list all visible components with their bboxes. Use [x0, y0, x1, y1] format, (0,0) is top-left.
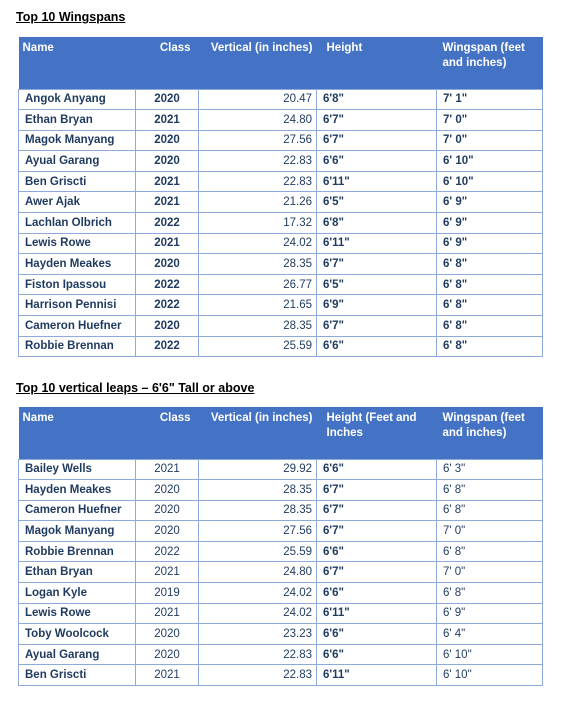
wingspan-cell: 6' 8" — [437, 336, 543, 357]
wingspan-cell: 6' 8" — [437, 541, 543, 562]
column-header-height: Height (Feet and Inches — [317, 407, 437, 459]
height-cell: 6'7" — [317, 316, 437, 337]
vertical-leaps-table-row — [19, 459, 543, 480]
player-name-cell: Awer Ajak — [19, 192, 136, 213]
wingspans-table-row — [19, 336, 543, 357]
height-cell: 6'6" — [317, 541, 437, 562]
wingspan-cell: 6' 10" — [437, 644, 543, 665]
vertical-cell: 28.35 — [199, 480, 317, 501]
wingspan-cell: 6' 8" — [437, 254, 543, 275]
class-cell: 2022 — [136, 541, 199, 562]
player-name-cell: Hayden Meakes — [19, 480, 136, 501]
wingspan-cell: 6' 9" — [437, 192, 543, 213]
height-cell: 6'7" — [317, 480, 437, 501]
column-header-vertical: Vertical (in inches) — [199, 407, 317, 459]
player-name-cell: Fiston Ipassou — [19, 274, 136, 295]
class-cell: 2020 — [136, 480, 199, 501]
player-name-cell: Harrison Pennisi — [19, 295, 136, 316]
wingspan-cell: 7' 1" — [437, 89, 543, 110]
class-cell: 2021 — [136, 665, 199, 686]
height-cell: 6'11" — [317, 603, 437, 624]
column-header-class: Class — [136, 37, 199, 89]
height-cell: 6'11" — [317, 171, 437, 192]
column-header-wingspan: Wingspan (feet and inches) — [437, 37, 543, 89]
wingspan-cell: 6' 9" — [437, 213, 543, 234]
class-cell: 2021 — [136, 603, 199, 624]
vertical-cell: 28.35 — [199, 500, 317, 521]
player-name-cell: Lewis Rowe — [19, 603, 136, 624]
column-header-vertical: Vertical (in inches) — [199, 37, 317, 89]
class-cell: 2021 — [136, 192, 199, 213]
height-cell: 6'7" — [317, 521, 437, 542]
wingspans-table-row — [19, 192, 543, 213]
wingspan-cell: 6' 4" — [437, 624, 543, 645]
height-cell: 6'7" — [317, 500, 437, 521]
wingspan-cell: 6' 10" — [437, 151, 543, 172]
vertical-cell: 24.02 — [199, 583, 317, 604]
player-name-cell: Ben Griscti — [19, 665, 136, 686]
wingspans-table-row — [19, 110, 543, 131]
wingspan-cell: 6' 3" — [437, 459, 543, 480]
wingspan-cell: 6' 8" — [437, 295, 543, 316]
player-name-cell: Lachlan Olbrich — [19, 213, 136, 234]
class-cell: 2020 — [136, 521, 199, 542]
player-name-cell: Toby Woolcock — [19, 624, 136, 645]
column-header-name: Name — [19, 37, 136, 89]
vertical-cell: 24.80 — [199, 110, 317, 131]
player-name-cell: Angok Anyang — [19, 89, 136, 110]
vertical-leaps-table-row — [19, 500, 543, 521]
player-name-cell: Lewis Rowe — [19, 233, 136, 254]
wingspan-cell: 7' 0" — [437, 130, 543, 151]
wingspan-cell: 6' 8" — [437, 500, 543, 521]
height-cell: 6'5" — [317, 192, 437, 213]
wingspans-table-row — [19, 130, 543, 151]
vertical-cell: 25.59 — [199, 336, 317, 357]
wingspans-header-row — [19, 37, 543, 89]
class-cell: 2020 — [136, 151, 199, 172]
column-header-height: Height — [317, 37, 437, 89]
vertical-leaps-table-row — [19, 541, 543, 562]
column-header-wingspan: Wingspan (feet and inches) — [437, 407, 543, 459]
vertical-cell: 21.65 — [199, 295, 317, 316]
class-cell: 2021 — [136, 171, 199, 192]
class-cell: 2020 — [136, 644, 199, 665]
vertical-cell: 23.23 — [199, 624, 317, 645]
player-name-cell: Cameron Huefner — [19, 500, 136, 521]
vertical-cell: 25.59 — [199, 541, 317, 562]
class-cell: 2021 — [136, 233, 199, 254]
class-cell: 2020 — [136, 500, 199, 521]
player-name-cell: Cameron Huefner — [19, 316, 136, 337]
vertical-leaps-section-title: Top 10 vertical leaps – 6'6" Tall or above — [16, 381, 255, 395]
player-name-cell: Magok Manyang — [19, 130, 136, 151]
wingspans-table-row — [19, 274, 543, 295]
vertical-cell: 29.92 — [199, 459, 317, 480]
height-cell: 6'6" — [317, 459, 437, 480]
player-name-cell: Bailey Wells — [19, 459, 136, 480]
class-cell: 2020 — [136, 130, 199, 151]
vertical-leaps-table-row — [19, 480, 543, 501]
vertical-leaps-table-row — [19, 562, 543, 583]
class-cell: 2022 — [136, 213, 199, 234]
wingspan-cell: 7' 0" — [437, 110, 543, 131]
vertical-cell: 24.02 — [199, 233, 317, 254]
player-name-cell: Robbie Brennan — [19, 541, 136, 562]
player-name-cell: Logan Kyle — [19, 583, 136, 604]
wingspan-cell: 6' 9" — [437, 603, 543, 624]
height-cell: 6'7" — [317, 562, 437, 583]
wingspans-table — [18, 37, 543, 357]
class-cell: 2022 — [136, 274, 199, 295]
class-cell: 2022 — [136, 295, 199, 316]
wingspan-cell: 6' 10" — [437, 171, 543, 192]
wingspans-table-body — [19, 89, 543, 357]
wingspans-table-row — [19, 254, 543, 275]
class-cell: 2020 — [136, 89, 199, 110]
height-cell: 6'6" — [317, 151, 437, 172]
player-name-cell: Ethan Bryan — [19, 110, 136, 131]
wingspan-cell: 7' 0" — [437, 562, 543, 583]
vertical-cell: 22.83 — [199, 644, 317, 665]
wingspans-table-row — [19, 295, 543, 316]
vertical-cell: 28.35 — [199, 254, 317, 275]
class-cell: 2021 — [136, 562, 199, 583]
height-cell: 6'6" — [317, 336, 437, 357]
wingspan-cell: 6' 8" — [437, 274, 543, 295]
class-cell: 2020 — [136, 316, 199, 337]
height-cell: 6'7" — [317, 254, 437, 275]
vertical-leaps-table-row — [19, 624, 543, 645]
class-cell: 2021 — [136, 110, 199, 131]
vertical-cell: 20.47 — [199, 89, 317, 110]
height-cell: 6'6" — [317, 624, 437, 645]
wingspan-cell: 6' 8" — [437, 316, 543, 337]
vertical-cell: 17.32 — [199, 213, 317, 234]
wingspans-table-row — [19, 171, 543, 192]
vertical-leaps-table-row — [19, 644, 543, 665]
vertical-cell: 22.83 — [199, 151, 317, 172]
vertical-cell: 27.56 — [199, 521, 317, 542]
vertical-leaps-table-row — [19, 583, 543, 604]
vertical-leaps-table-row — [19, 521, 543, 542]
height-cell: 6'7" — [317, 130, 437, 151]
height-cell: 6'9" — [317, 295, 437, 316]
column-header-class: Class — [136, 407, 199, 459]
vertical-leaps-table — [18, 407, 543, 686]
wingspan-cell: 6' 10" — [437, 665, 543, 686]
player-name-cell: Magok Manyang — [19, 521, 136, 542]
class-cell: 2020 — [136, 624, 199, 645]
wingspans-section-title: Top 10 Wingspans — [16, 10, 126, 24]
height-cell: 6'6" — [317, 644, 437, 665]
class-cell: 2019 — [136, 583, 199, 604]
height-cell: 6'8" — [317, 213, 437, 234]
wingspan-cell: 6' 8" — [437, 480, 543, 501]
wingspan-cell: 7' 0" — [437, 521, 543, 542]
wingspans-table-row — [19, 151, 543, 172]
height-cell: 6'6" — [317, 583, 437, 604]
class-cell: 2022 — [136, 336, 199, 357]
vertical-cell: 24.80 — [199, 562, 317, 583]
player-name-cell: Ayual Garang — [19, 151, 136, 172]
column-header-name: Name — [19, 407, 136, 459]
player-name-cell: Hayden Meakes — [19, 254, 136, 275]
player-name-cell: Ben Griscti — [19, 171, 136, 192]
class-cell: 2021 — [136, 459, 199, 480]
vertical-cell: 28.35 — [199, 316, 317, 337]
height-cell: 6'11" — [317, 665, 437, 686]
player-name-cell: Robbie Brennan — [19, 336, 136, 357]
vertical-leaps-table-body — [19, 459, 543, 686]
vertical-cell: 24.02 — [199, 603, 317, 624]
vertical-leaps-header-row — [19, 407, 543, 459]
height-cell: 6'5" — [317, 274, 437, 295]
height-cell: 6'8" — [317, 89, 437, 110]
vertical-leaps-table-row — [19, 665, 543, 686]
vertical-cell: 22.83 — [199, 665, 317, 686]
wingspans-table-row — [19, 233, 543, 254]
vertical-cell: 26.77 — [199, 274, 317, 295]
class-cell: 2020 — [136, 254, 199, 275]
vertical-cell: 22.83 — [199, 171, 317, 192]
wingspan-cell: 6' 8" — [437, 583, 543, 604]
wingspans-table-row — [19, 213, 543, 234]
vertical-cell: 21.26 — [199, 192, 317, 213]
wingspan-cell: 6' 9" — [437, 233, 543, 254]
player-name-cell: Ethan Bryan — [19, 562, 136, 583]
vertical-cell: 27.56 — [199, 130, 317, 151]
height-cell: 6'11" — [317, 233, 437, 254]
wingspans-table-row — [19, 89, 543, 110]
wingspans-table-row — [19, 316, 543, 337]
vertical-leaps-table-row — [19, 603, 543, 624]
height-cell: 6'7" — [317, 110, 437, 131]
player-name-cell: Ayual Garang — [19, 644, 136, 665]
